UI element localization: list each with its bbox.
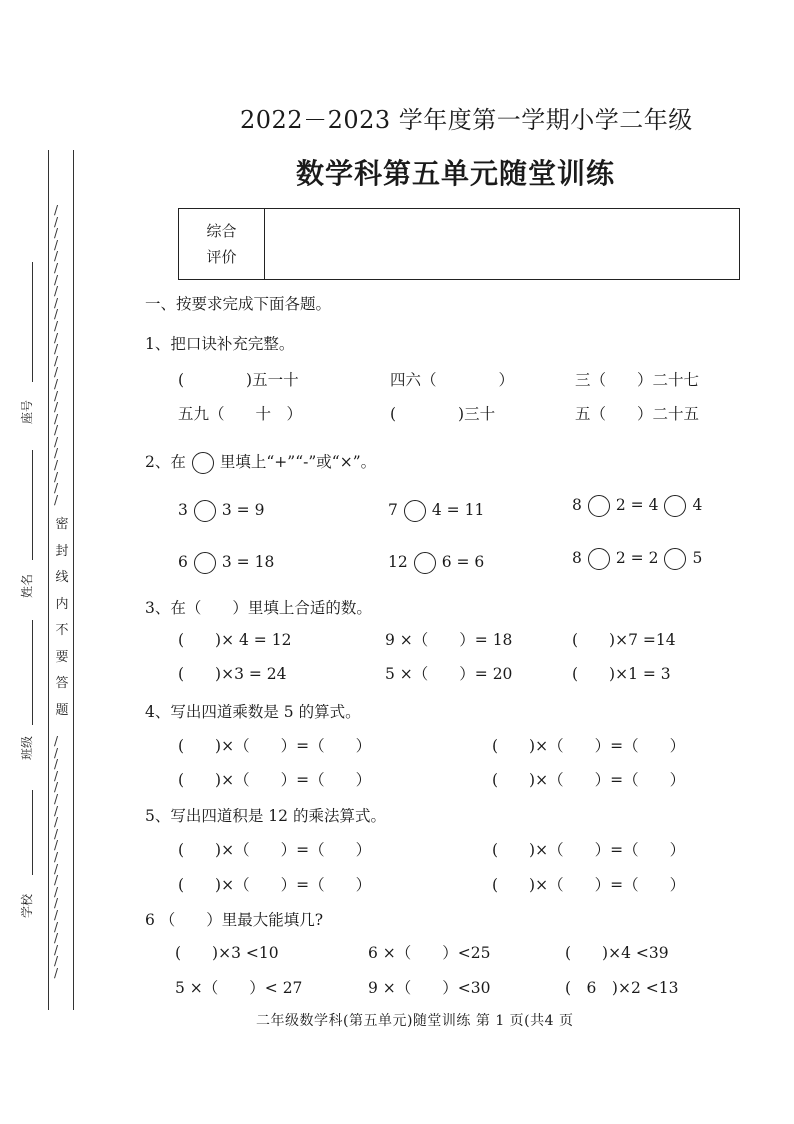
- q3-item: 9 ×（ ）= 18: [385, 631, 513, 649]
- q2-item: [388, 552, 484, 574]
- operand: 7: [388, 501, 398, 519]
- q2-heading: [145, 450, 376, 474]
- operand: 5: [692, 549, 703, 567]
- q6-item: ( 6 )×2 <13: [565, 979, 679, 997]
- school-field-line: [32, 790, 33, 875]
- operand: 8: [572, 496, 582, 514]
- q2-heading-pre: 2、在: [145, 453, 186, 471]
- seal-char: 题: [55, 702, 69, 718]
- exam-title: 数学科第五单元随堂训练: [296, 157, 616, 190]
- q4-heading: 4、写出四道乘数是 5 的算式。: [145, 703, 361, 721]
- seal-char: 内: [55, 596, 69, 612]
- page-footer: 二年级数学科(第五单元)随堂训练 第 1 页(共4 页: [256, 1013, 574, 1029]
- q6-item: ( )×4 <39: [565, 944, 669, 962]
- q1-heading: 1、把口诀补充完整。: [145, 335, 295, 353]
- class-label: 班级: [20, 735, 34, 760]
- exam-year-title: 2022－2023 学年度第一学期小学二年级: [240, 106, 693, 134]
- operand: 3 = 9: [221, 501, 265, 519]
- q4-answer-line: ( )×（ ）=（ ）: [178, 771, 372, 789]
- q2-heading-post: 里填上“+”“-”或“×”。: [219, 453, 377, 471]
- q4-answer-line: ( )×（ ）=（ ）: [492, 771, 686, 789]
- evaluation-label-line1: 综合: [206, 222, 237, 240]
- q2-item: [178, 500, 264, 522]
- answer-circle[interactable]: [664, 548, 686, 570]
- q6-item: 6 ×（ ）<25: [368, 944, 491, 962]
- q3-heading: 3、在（ ）里填上合适的数。: [145, 599, 372, 617]
- q3-item: ( )×7 =14: [572, 631, 676, 649]
- answer-circle[interactable]: [414, 552, 436, 574]
- q4-answer-line: ( )×（ ）=（ ）: [178, 737, 372, 755]
- q3-item: ( )×3 = 24: [178, 665, 287, 683]
- q6-heading: 6 （ ）里最大能填几?: [145, 911, 324, 929]
- q5-heading: 5、写出四道积是 12 的乘法算式。: [145, 807, 386, 825]
- answer-circle[interactable]: [588, 495, 610, 517]
- operand: 3: [178, 501, 188, 519]
- seal-char: 答: [55, 676, 69, 691]
- answer-circle[interactable]: [194, 500, 216, 522]
- school-label: 学校: [20, 893, 34, 918]
- answer-circle[interactable]: [664, 495, 686, 517]
- operand: 6: [178, 553, 188, 571]
- name-label: 姓名: [20, 573, 34, 598]
- section-heading: 一、按要求完成下面各题。: [145, 295, 332, 313]
- evaluation-label-line2: 评价: [206, 248, 237, 266]
- operand: 6 = 6: [441, 553, 485, 571]
- seal-char: 线: [55, 570, 69, 585]
- operand: 2 = 2: [615, 549, 659, 567]
- q1-item: ( )五一十: [178, 371, 299, 389]
- seat-field-line: [32, 262, 33, 382]
- answer-circle[interactable]: [194, 552, 216, 574]
- answer-circle[interactable]: [588, 548, 610, 570]
- seal-char: 不: [55, 623, 69, 638]
- q1-item: 四六（ ）: [390, 371, 515, 389]
- q1-item: 三（ ）二十七: [575, 371, 700, 389]
- q3-item: ( )× 4 = 12: [178, 631, 292, 649]
- slash-pattern-top: / / / / / / / / / / / / / / / / / / / / / / / / / /: [54, 203, 59, 507]
- seat-label: 座号: [20, 399, 34, 424]
- q5-answer-line: ( )×（ ）=（ ）: [178, 876, 372, 894]
- q6-item: 9 ×（ ）<30: [368, 979, 491, 997]
- seal-text: [55, 512, 69, 724]
- q5-answer-line: ( )×（ ）=（ ）: [492, 876, 686, 894]
- q3-item: ( )×1 = 3: [572, 665, 671, 683]
- evaluation-label: [179, 209, 265, 279]
- q6-item: 5 ×（ ）< 27: [175, 979, 303, 997]
- q1-item: 五九（ 十 ）: [178, 405, 303, 423]
- q6-item: ( )×3 <10: [175, 944, 279, 962]
- q2-item: [572, 495, 702, 517]
- q3-item: 5 ×（ ）= 20: [385, 665, 513, 683]
- class-field-line: [32, 620, 33, 725]
- q4-answer-line: ( )×（ ）=（ ）: [492, 737, 686, 755]
- seal-char: 封: [55, 543, 69, 559]
- evaluation-box: [178, 208, 740, 280]
- operand: 12: [388, 553, 408, 571]
- seal-char: 要: [55, 649, 69, 665]
- q2-item: [178, 552, 274, 574]
- q1-item: 五（ ）二十五: [575, 405, 700, 423]
- answer-circle[interactable]: [404, 500, 426, 522]
- q2-item: [572, 548, 702, 570]
- circle-icon: [192, 452, 214, 474]
- q5-answer-line: ( )×（ ）=（ ）: [492, 841, 686, 859]
- operand: 3 = 18: [221, 553, 275, 571]
- seal-char: 密: [55, 517, 69, 532]
- operand: 4 = 11: [431, 501, 485, 519]
- q2-item: [388, 500, 484, 522]
- binding-line-left: [48, 150, 49, 1010]
- operand: 2 = 4: [615, 496, 659, 514]
- name-field-line: [32, 450, 33, 560]
- binding-line-right: [73, 150, 74, 1010]
- operand: 8: [572, 549, 582, 567]
- q5-answer-line: ( )×（ ）=（ ）: [178, 841, 372, 859]
- q1-item: ( )三十: [390, 405, 496, 423]
- operand: 4: [692, 496, 703, 514]
- slash-pattern-bottom: / / / / / / / / / / / / / / / / / / / / /: [54, 734, 59, 980]
